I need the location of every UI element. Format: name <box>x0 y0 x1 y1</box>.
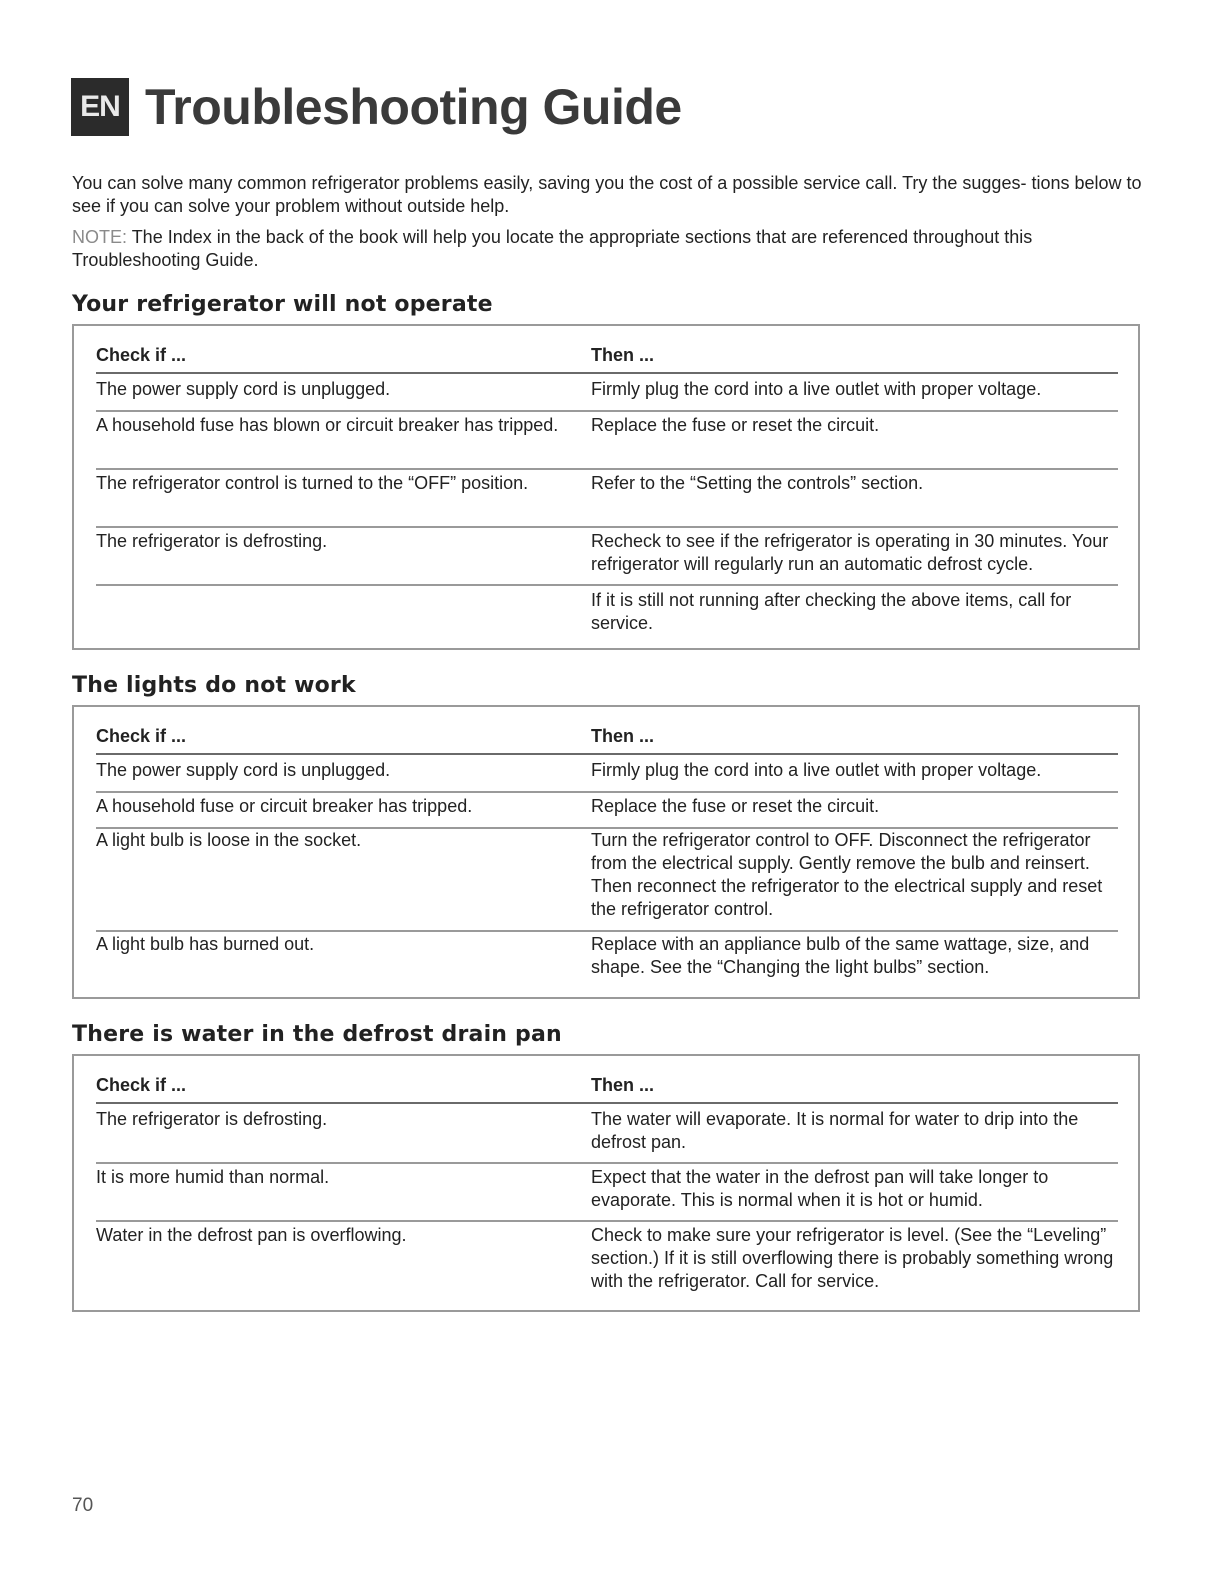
column-header-then: Then ... <box>591 1075 654 1095</box>
then-cell: Turn the refrigerator control to OFF. Disconnect the refrigerator from the electrical supply. Gently remove the bulb and reinsert. Then reconnect the refrigerator to the electrical supply and reset the refrigerator control. <box>591 830 1103 919</box>
then-cell: Replace with an appliance bulb of the same wattage, size, and shape. See the “Changing the light bulbs” section. <box>591 934 1090 977</box>
note-paragraph <box>72 226 1152 272</box>
page-number: 70 <box>72 1495 94 1516</box>
check-cell: It is more humid than normal. <box>96 1167 330 1187</box>
table-row <box>96 1166 1118 1222</box>
check-cell: The refrigerator is defrosting. <box>96 1109 328 1129</box>
check-cell: The refrigerator is defrosting. <box>96 531 328 551</box>
column-header-check: Check if ... <box>96 345 187 365</box>
check-cell: A light bulb is loose in the socket. <box>96 830 362 850</box>
then-cell: Firmly plug the cord into a live outlet with proper voltage. <box>591 379 1042 399</box>
section-title-drain-pan: There is water in the defrost drain pan <box>72 1022 562 1047</box>
table-header-row <box>96 1074 1118 1104</box>
table-row <box>96 829 1118 932</box>
check-cell: The refrigerator control is turned to the “OFF” position. <box>96 473 529 493</box>
then-cell: Replace the fuse or reset the circuit. <box>591 796 880 816</box>
page-title: Troubleshooting Guide <box>145 79 682 135</box>
column-header-then: Then ... <box>591 726 654 746</box>
table-header-row <box>96 344 1118 374</box>
table-row <box>96 378 1118 412</box>
then-cell: Firmly plug the cord into a live outlet with proper voltage. <box>591 760 1042 780</box>
table-row <box>96 589 1118 645</box>
then-cell: Replace the fuse or reset the circuit. <box>591 415 880 435</box>
table-drain-pan <box>72 1054 1140 1312</box>
check-cell: A household fuse or circuit breaker has tripped. <box>96 796 473 816</box>
column-header-check: Check if ... <box>96 1075 187 1095</box>
then-cell: If it is still not running after checking the above items, call for service. <box>591 590 1072 633</box>
check-cell: The power supply cord is unplugged. <box>96 760 391 780</box>
then-cell: Expect that the water in the defrost pan will take longer to evaporate. This is normal when it is hot or humid. <box>591 1167 1049 1210</box>
then-cell: Refer to the “Setting the controls” section. <box>591 473 924 493</box>
intro-paragraph: You can solve many common refrigerator problems easily, saving you the cost of a possible service call. Try the sugges- tions below to see if you can solve your problem without outside help. <box>72 173 1142 216</box>
table-row <box>96 414 1118 470</box>
table-row <box>96 933 1118 993</box>
table-header-row <box>96 725 1118 755</box>
table-not-operate <box>72 324 1140 650</box>
check-cell: A light bulb has burned out. <box>96 934 315 954</box>
then-cell: Check to make sure your refrigerator is level. (See the “Leveling” section.) If it is still overflowing there is probably something wrong with the refrigerator. Call for service. <box>591 1225 1114 1291</box>
table-row <box>96 1108 1118 1164</box>
table-row <box>96 759 1118 793</box>
section-title-not-operate: Your refrigerator will not operate <box>72 292 493 317</box>
check-cell: A household fuse has blown or circuit breaker has tripped. <box>96 415 559 435</box>
then-cell: Recheck to see if the refrigerator is operating in 30 minutes. Your refrigerator will regularly run an automatic defrost cycle. <box>591 531 1109 574</box>
note-label: NOTE: <box>72 227 128 247</box>
column-header-check: Check if ... <box>96 726 187 746</box>
table-row <box>96 795 1118 829</box>
table-row <box>96 530 1118 586</box>
section-title-lights: The lights do not work <box>72 673 356 698</box>
table-lights <box>72 705 1140 999</box>
column-header-then: Then ... <box>591 345 654 365</box>
then-cell: The water will evaporate. It is normal for water to drip into the defrost pan. <box>591 1109 1079 1152</box>
language-badge: EN <box>71 78 129 136</box>
table-row <box>96 1224 1118 1304</box>
check-cell: The power supply cord is unplugged. <box>96 379 391 399</box>
table-row <box>96 472 1118 528</box>
page-header <box>71 78 682 136</box>
check-cell: Water in the defrost pan is overflowing. <box>96 1225 407 1245</box>
note-text: The Index in the back of the book will help you locate the appropriate sections that are referenced throughout this Troubleshooting Guide. <box>72 227 1033 270</box>
